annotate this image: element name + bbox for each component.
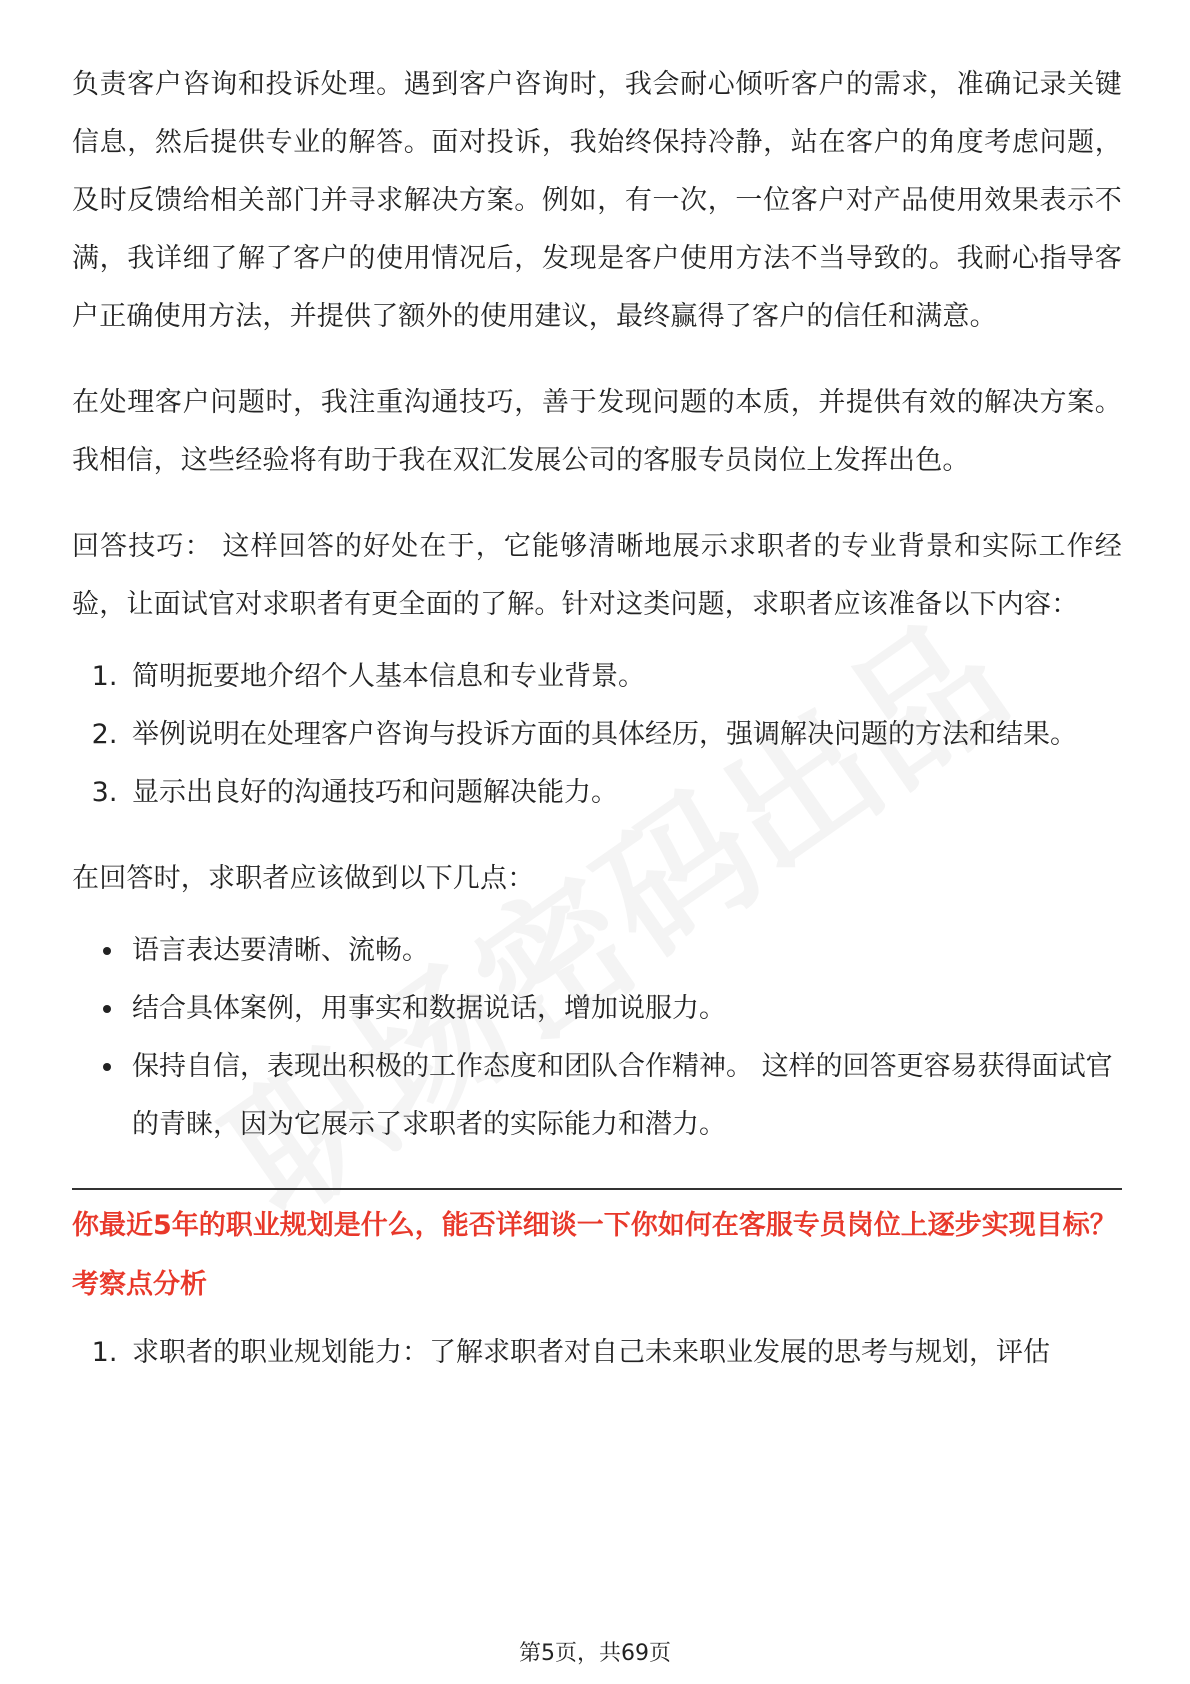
list-item: • 结合具体案例，用事实和数据说话，增加说服力。 (126, 980, 1122, 1038)
paragraph-skills: 在处理客户问题时，我注重沟通技巧，善于发现问题的本质，并提供有效的解决方案。我相信，这些经验将有助于我在双汇发展公司的客服专员岗位上发挥出色。 (72, 387, 1122, 476)
paragraph-tips: 回答技巧： 这样回答的好处在于，它能够清晰地展示求职者的专业背景和实际工作经验，让面试官对求职者有更全面的了解。针对这类问题，求职者应该准备以下内容： (72, 531, 1122, 620)
list-item: 1. 求职者的职业规划能力：了解求职者对自己未来职业发展的思考与规划，评估 (126, 1324, 1122, 1382)
answer-bullet-list (72, 922, 1122, 1154)
analysis-heading: 考察点分析 (72, 1269, 207, 1300)
question-title: 你最近5年的职业规划是什么，能否详细谈一下你如何在客服专员岗位上逐步实现目标？ (72, 1210, 1117, 1241)
prep-list (72, 648, 1122, 822)
page-number: 第5页，共69页 (519, 1641, 671, 1666)
list-item: • 保持自信，表现出积极的工作态度和团队合作精神。 这样的回答更容易获得面试官的青睐，因为它展示了求职者的实际能力和潜力。 (126, 1038, 1122, 1154)
list-item: 2. 举例说明在处理客户咨询与投诉方面的具体经历，强调解决问题的方法和结果。 (126, 706, 1122, 764)
list-item: 3. 显示出良好的沟通技巧和问题解决能力。 (126, 764, 1122, 822)
page-content (72, 56, 1122, 1410)
paragraph-experience: 负责客户咨询和投诉处理。遇到客户咨询时，我会耐心倾听客户的需求，准确记录关键信息，然后提供专业的解答。面对投诉，我始终保持冷静，站在客户的角度考虑问题，及时反馈给相关部门并寻求解决方案。例如，有一次，一位客户对产品使用效果表示不满，我详细了解了客户的使用情况后，发现是客户使用方法不当导致的。我耐心指导客户正确使用方法，并提供了额外的使用建议，最终赢得了客户的信任和满意。 (72, 69, 1122, 332)
answer-intro: 在回答时，求职者应该做到以下几点： (72, 863, 535, 894)
analysis-list (72, 1324, 1122, 1382)
section-divider (72, 1188, 1122, 1190)
list-item: 1. 简明扼要地介绍个人基本信息和专业背景。 (126, 648, 1122, 706)
list-item: • 语言表达要清晰、流畅。 (126, 922, 1122, 980)
